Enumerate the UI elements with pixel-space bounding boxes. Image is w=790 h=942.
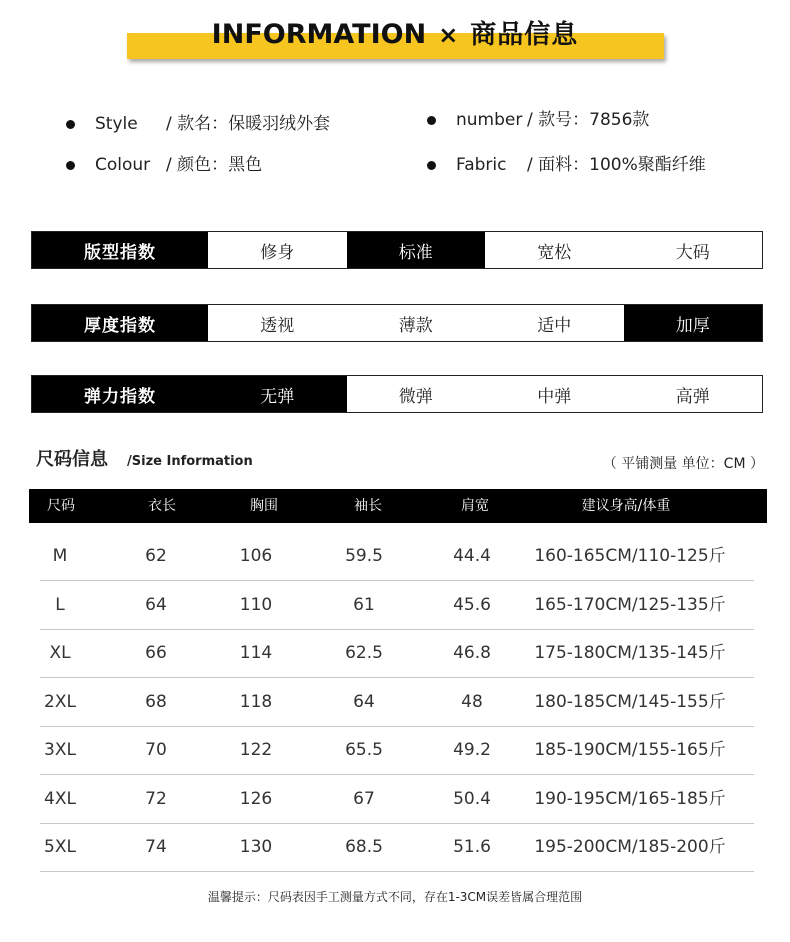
index-option: 中弹	[537, 386, 572, 407]
table-row	[40, 823, 754, 872]
table-row	[40, 581, 754, 630]
style-label: Style	[95, 114, 138, 134]
table-row	[40, 775, 754, 824]
column-header-chest: 胸围	[250, 498, 278, 514]
fit-index-row	[31, 231, 763, 269]
cell-shoulder: 51.6	[453, 837, 491, 857]
cell-chest: 106	[239, 546, 273, 566]
thickness-index-row	[31, 304, 763, 342]
cell-length: 68	[145, 691, 167, 712]
index-option-selected: 无弹	[208, 376, 347, 412]
table-row	[40, 726, 754, 775]
number-value: / 款号：7856款	[527, 110, 650, 130]
cell-shoulder: 44.4	[453, 546, 491, 566]
cell-chest: 110	[239, 594, 273, 615]
index-option-selected: 标准	[347, 232, 486, 268]
column-header-shoulder: 肩宽	[461, 498, 489, 514]
cell-length: 70	[145, 740, 167, 760]
index-option: 微弹	[398, 386, 433, 407]
index-option: 大码	[675, 242, 710, 263]
cell-chest: 122	[239, 740, 273, 760]
cell-recommendation: 195-200CM/185-200斤	[534, 837, 726, 857]
index-title: 弹力指数	[32, 376, 208, 412]
index-option: 适中	[537, 315, 572, 336]
style-value: / 款名：保暖羽绒外套	[166, 114, 331, 134]
cell-size: L	[55, 594, 65, 615]
cell-sleeve: 62.5	[345, 643, 383, 663]
cell-shoulder: 46.8	[453, 643, 491, 663]
cell-shoulder: 48	[461, 691, 483, 712]
cell-sleeve: 59.5	[345, 546, 383, 566]
cell-length: 62	[145, 546, 167, 566]
cell-size: 4XL	[44, 788, 76, 809]
cell-recommendation: 180-185CM/145-155斤	[534, 691, 726, 712]
cell-shoulder: 45.6	[453, 594, 491, 615]
size-section-title: 尺码信息	[36, 449, 108, 470]
footnote: 温馨提示：尺码表因手工测量方式不同，存在1-3CM误差皆属合理范围	[207, 890, 583, 904]
cell-recommendation: 160-165CM/110-125斤	[534, 546, 726, 566]
elasticity-index-row	[31, 375, 763, 413]
cell-size: M	[52, 546, 68, 566]
index-title: 厚度指数	[32, 305, 208, 341]
page-title	[0, 12, 790, 56]
bullet-icon	[66, 120, 75, 129]
index-option: 高弹	[675, 386, 710, 407]
column-header-sleeve: 袖长	[354, 498, 382, 514]
size-section-subtitle: /Size Information	[127, 454, 253, 469]
bullet-icon	[427, 161, 436, 170]
cell-length: 74	[145, 837, 167, 857]
fabric-value: / 面料：100%聚酯纤维	[527, 155, 706, 175]
table-row	[40, 629, 754, 678]
bullet-icon	[427, 116, 436, 125]
title-separator: ×	[438, 21, 459, 49]
cell-recommendation: 165-170CM/125-135斤	[534, 594, 726, 615]
index-option: 薄款	[398, 315, 433, 336]
column-header-size: 尺码	[47, 498, 75, 514]
measurement-note: （ 平铺测量 单位：CM ）	[602, 456, 764, 472]
index-option: 修身	[260, 242, 295, 263]
title-chinese: 商品信息	[470, 20, 579, 50]
cell-shoulder: 50.4	[453, 788, 491, 809]
table-row	[40, 532, 754, 581]
index-option: 透视	[260, 315, 295, 336]
title-english: INFORMATION	[211, 19, 427, 50]
fabric-label: Fabric	[456, 155, 507, 175]
cell-chest: 130	[239, 837, 273, 857]
cell-chest: 114	[239, 643, 273, 663]
cell-length: 66	[145, 643, 167, 663]
cell-size: 3XL	[44, 740, 76, 760]
cell-sleeve: 67	[353, 788, 375, 809]
table-row	[40, 678, 754, 727]
cell-sleeve: 64	[353, 691, 375, 712]
cell-recommendation: 190-195CM/165-185斤	[534, 788, 726, 809]
number-label: number	[456, 110, 523, 130]
cell-chest: 118	[239, 691, 273, 712]
colour-value: / 颜色：黑色	[166, 155, 263, 175]
cell-size: 5XL	[44, 837, 76, 857]
cell-shoulder: 49.2	[453, 740, 491, 760]
bullet-icon	[66, 161, 75, 170]
cell-size: XL	[49, 643, 71, 663]
cell-recommendation: 185-190CM/155-165斤	[534, 740, 726, 760]
cell-size: 2XL	[44, 691, 76, 712]
cell-sleeve: 61	[353, 594, 375, 615]
index-option: 宽松	[537, 242, 572, 263]
index-title: 版型指数	[32, 232, 208, 268]
cell-chest: 126	[239, 788, 273, 809]
cell-sleeve: 68.5	[345, 837, 383, 857]
cell-length: 72	[145, 788, 167, 809]
cell-sleeve: 65.5	[345, 740, 383, 760]
column-header-length: 衣长	[148, 498, 176, 514]
index-option-selected: 加厚	[624, 305, 763, 341]
size-table-header	[29, 489, 767, 523]
colour-label: Colour	[95, 155, 151, 175]
column-header-recommendation: 建议身高/体重	[581, 498, 671, 514]
cell-recommendation: 175-180CM/135-145斤	[534, 643, 726, 663]
cell-length: 64	[145, 594, 167, 615]
